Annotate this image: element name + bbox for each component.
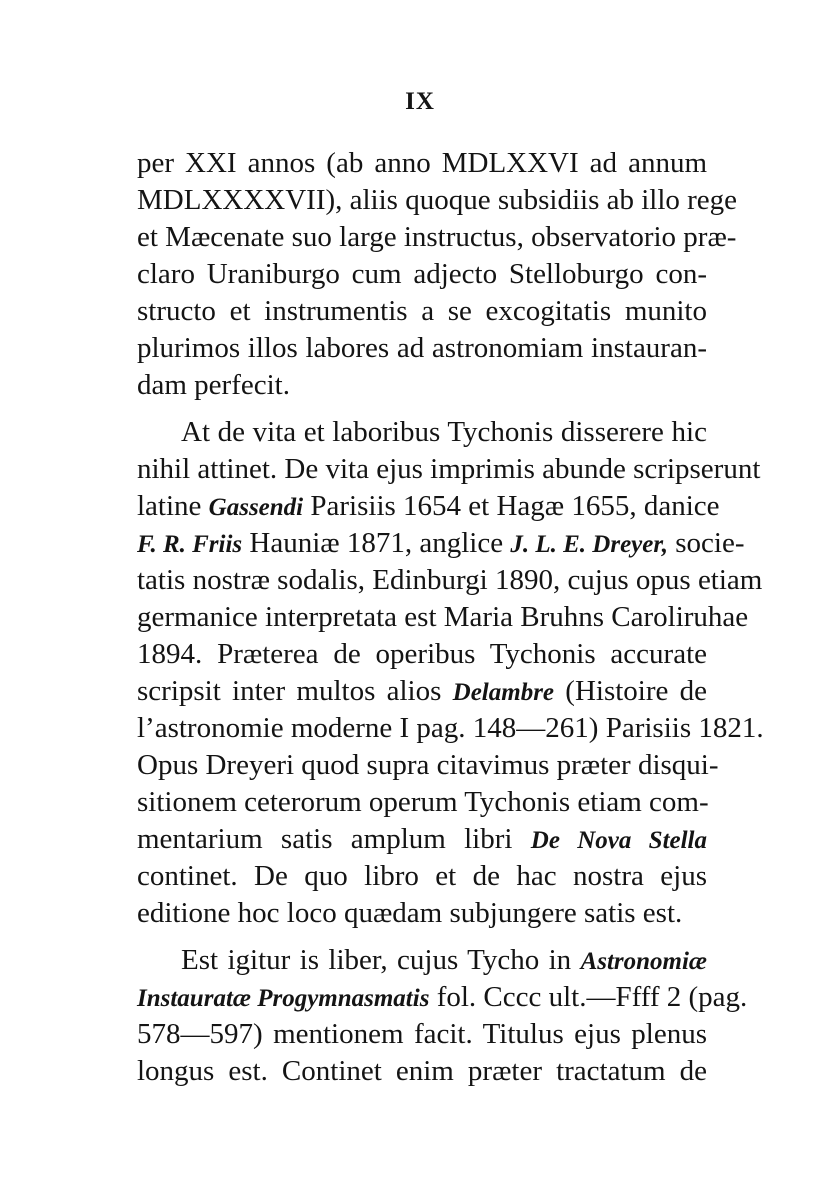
book-title-de-nova-stella: De Nova Stella — [530, 827, 708, 854]
text-line: per XXI annos (ab anno MDLXXVI ad annum — [137, 147, 707, 179]
author-name-dreyer: J. L. E. Dreyer, — [510, 531, 668, 558]
text-line-mixed: mentarium satis amplum libri De Nova Stella — [137, 823, 708, 855]
text-line-mixed: Instauratæ Progymnasmatis fol. Cccc ult.—Ffff 2 (pag. — [137, 981, 748, 1013]
text-line: tatis nostræ sodalis, Edinburgi 1890, cujus opus etiam — [137, 564, 763, 596]
text-line-mixed: latine Gassendi Parisiis 1654 et Hagæ 1655, danice — [137, 490, 720, 522]
text-line-mixed: scripsit inter multos alios Delambre (Histoire de — [137, 675, 707, 707]
text-line: dam perfecit. — [137, 369, 290, 401]
text-line: l’astronomie moderne I pag. 148—261) Parisiis 1821. — [137, 712, 764, 744]
author-name-friis: F. R. Friis — [137, 531, 243, 558]
text-line-mixed: Est igitur is liber, cujus Tycho in Astronomiæ — [181, 944, 707, 976]
text-line: editione hoc loco quædam subjungere satis est. — [137, 897, 683, 929]
author-name-gassendi: Gassendi — [208, 494, 304, 521]
text-line: sitionem ceterorum operum Tychonis etiam com- — [137, 786, 709, 818]
text-line: continet. De quo libro et de hac nostra ejus — [137, 860, 707, 892]
text-line: claro Uraniburgo cum adjecto Stelloburgo con- — [137, 258, 707, 290]
text-line: 1894. Præterea de operibus Tychonis accurate — [137, 638, 707, 670]
text-line: longus est. Continet enim præter tractatum de — [137, 1055, 707, 1087]
book-title-progymnasmata: Instauratæ Progymnasmatis — [137, 985, 430, 1012]
page-number: IX — [405, 88, 435, 115]
text-line: 578—597) mentionem facit. Titulus ejus plenus — [137, 1018, 707, 1050]
author-name-delambre: Delambre — [452, 679, 555, 706]
text-line: Opus Dreyeri quod supra citavimus præter disqui- — [137, 749, 719, 781]
text-line: structo et instrumentis a se excogitatis munito — [137, 295, 707, 327]
body-text — [137, 145, 764, 1090]
text-line: germanice interpretata est Maria Bruhns Caroliruhae — [137, 601, 749, 633]
text-line: nihil attinet. De vita ejus imprimis abunde scripserunt — [137, 453, 761, 485]
text-line: plurimos illos labores ad astronomiam instauran- — [137, 332, 707, 364]
text-line: et Mæcenate suo large instructus, observatorio præ- — [137, 221, 737, 253]
text-line-mixed: F. R. Friis Hauniæ 1871, anglice J. L. E. Dreyer, socie- — [137, 527, 745, 559]
text-line: At de vita et laboribus Tychonis disserere hic — [181, 416, 707, 448]
text-line: MDLXXXXVII), aliis quoque subsidiis ab illo rege — [137, 184, 738, 216]
book-title-astronomiae: Astronomiæ — [580, 948, 707, 975]
